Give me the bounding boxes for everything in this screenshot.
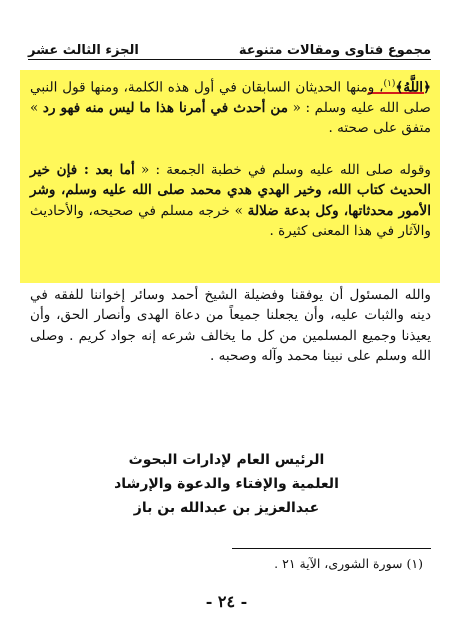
paragraph-2-text-b: » خرجه مسلم في صحيحه، والأحاديث والآثار في هذا المعنى كثيرة . <box>30 202 431 240</box>
signature-block <box>60 448 393 520</box>
paragraph-3-text: والله المسئول أن يوفقنا وفضيلة الشيخ أحمد وسائر إخواننا للفقه في دينه والثبات عليه، وأن يجعلنا جميعاً من دعاة الهدى وأنصار الحق، وأن يعيذنا وجميع المسلمين من كل ما يخالف شرعه إنه جواد كريم . وصلى الله وسلم على نبينا محمد وآله وصحبه . <box>30 287 431 365</box>
footnote: (١) سورة الشورى، الآية ٢١ . <box>274 556 423 571</box>
footnote-divider <box>232 548 431 549</box>
signature-line-3: عبدالعزيز بن عبدالله بن باز <box>133 500 320 516</box>
part-label: الجزء الثالث عشر <box>28 43 139 58</box>
header-divider <box>28 59 431 60</box>
signature-line-2: العلمية والإفتاء والدعوة والإرشاد <box>114 476 339 492</box>
paragraph-1 <box>30 74 431 139</box>
paragraph-1-text-b: » متفق على صحته . <box>30 99 431 137</box>
quran-verse: ﴿اللَّهُ﴾ <box>395 79 431 96</box>
book-title: مجموع فتاوى ومقالات متنوعة <box>238 43 431 58</box>
running-header <box>28 30 431 58</box>
hadith-1: من أحدث في أمرنا هذا ما ليس منه فهو رد <box>42 99 289 116</box>
paragraph-1-text-a: ، ومنها الحديثان السابقان في أول هذه الكلمة، ومنها قول النبي صلى الله عليه وسلم : « <box>30 79 431 116</box>
hadith-2: أما بعد : فإن خير الحديث كتاب الله، وخير الهدي هدي محمد صلى الله عليه وسلم، وشر الأمور محدثاتها، وكل بدعة ضلالة <box>30 162 431 219</box>
paragraph-2 <box>30 160 431 242</box>
signature-line-1: الرئيس العام لإدارات البحوث <box>128 452 325 468</box>
paragraph-2-text-a: وقوله صلى الله عليه وسلم في خطبة الجمعة : « <box>140 162 431 178</box>
footnote-reference: (١) <box>383 79 396 89</box>
paragraph-3 <box>30 285 431 367</box>
page-number: - ٢٤ - <box>205 592 248 611</box>
